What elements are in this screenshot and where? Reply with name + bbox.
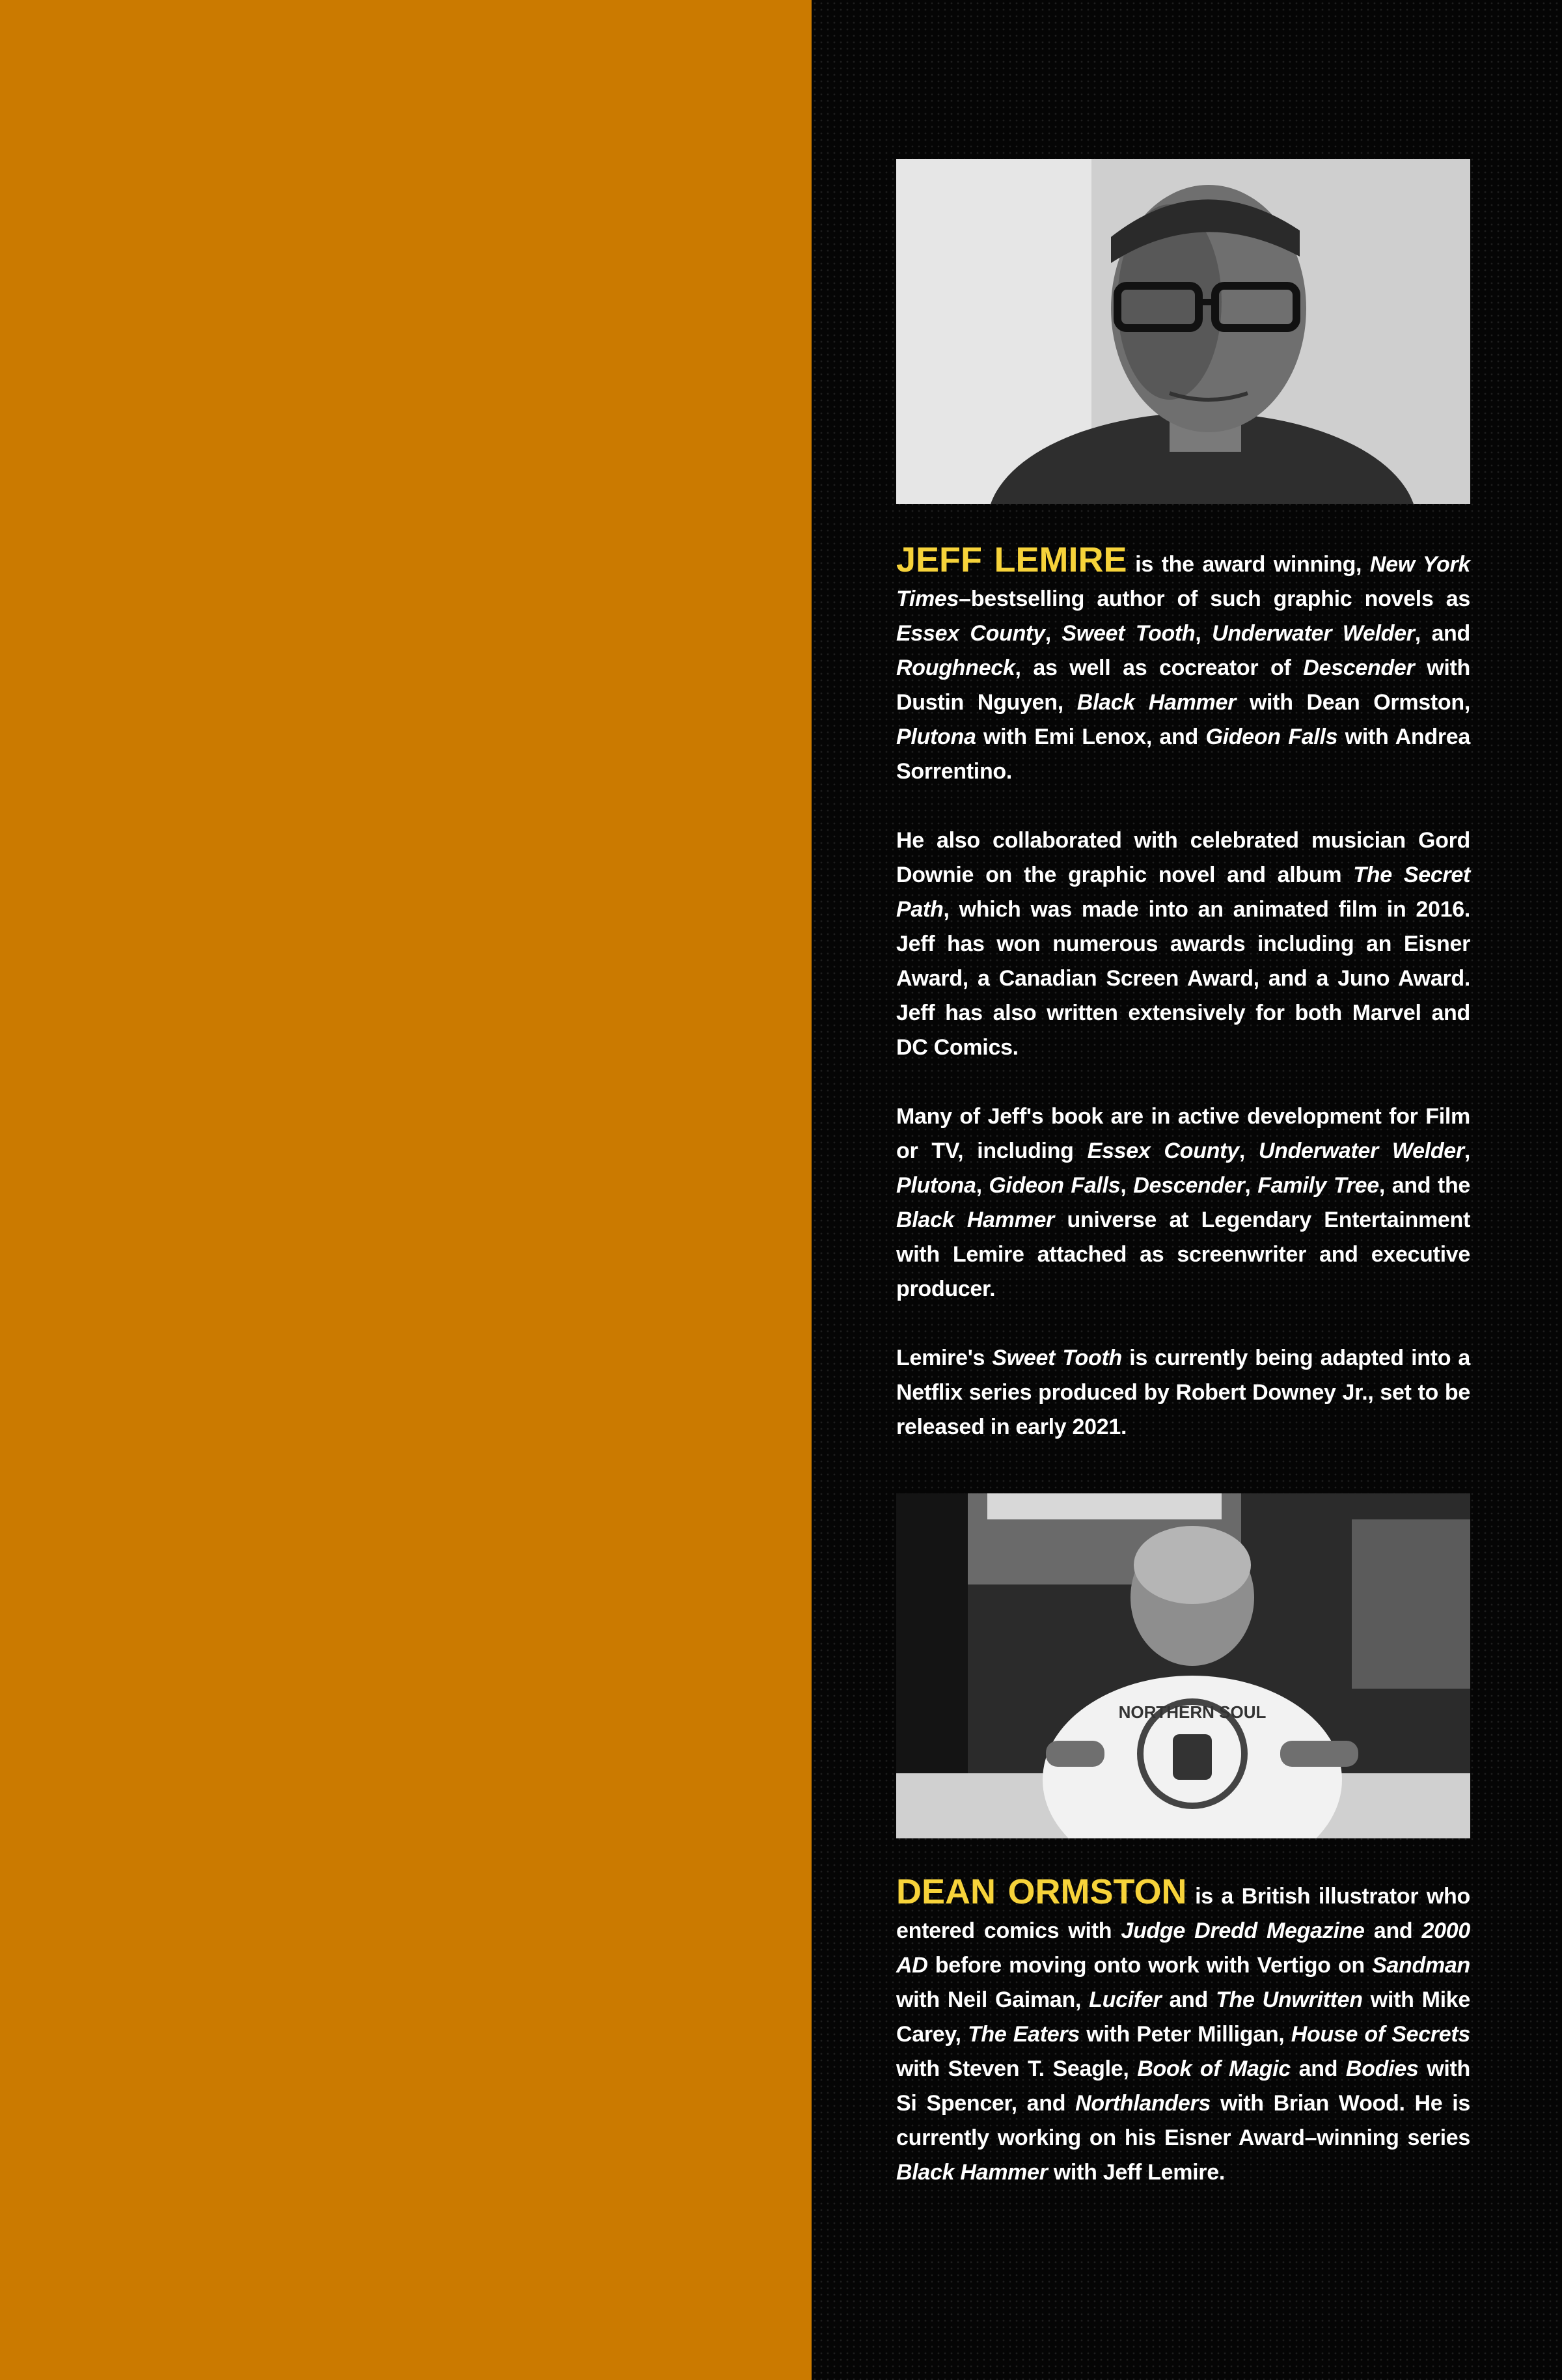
bio-text: with Dean Ormston, <box>1236 690 1471 715</box>
bio-text: with Emi Lenox, and <box>976 725 1206 749</box>
bio-text: , <box>1239 1139 1259 1163</box>
italic-title-text: Judge Dredd Megazine <box>1121 1918 1365 1943</box>
dean-ormston-bio <box>896 1872 1471 2190</box>
dean-ormston-photo <box>896 1493 1470 1838</box>
italic-title-text: Underwater Welder <box>1212 621 1415 646</box>
italic-title-text: Lucifer <box>1089 1987 1162 2012</box>
bio-text: is a British illustrator who entered comics with <box>896 1884 1470 1943</box>
bio-text: and <box>1364 1918 1422 1943</box>
bio-text: , <box>1120 1173 1134 1198</box>
italic-title-text: Plutona <box>896 725 976 749</box>
bio-text: Many of Jeff's book are in active development for Film or TV, including <box>896 1104 1470 1163</box>
bio-text: , and <box>1414 621 1470 646</box>
bio-text: , as well as cocreator of <box>1015 656 1304 680</box>
dean-bio-paragraph <box>896 1872 1471 2190</box>
bio-text: with Peter Milligan, <box>1079 2022 1291 2047</box>
italic-title-text: Book of Magic <box>1137 2056 1291 2081</box>
bio-text: with Si Spencer, and <box>896 2056 1470 2116</box>
bio-text: universe at Legendary Entertainment with Lemire attached as screenwriter and executive producer. <box>896 1208 1470 1301</box>
italic-title-text: Family Tree <box>1257 1173 1379 1198</box>
bio-text: with Andrea Sorrentino. <box>896 725 1471 784</box>
bio-text: and <box>1161 1987 1216 2012</box>
italic-title-text: Descender <box>1133 1173 1245 1198</box>
bio-text: , and the <box>1378 1173 1471 1198</box>
bio-text: , <box>1045 621 1062 646</box>
jeff-bio-paragraph <box>896 1341 1470 1445</box>
bio-text: –bestselling author of such graphic novels as <box>959 587 1470 611</box>
dean-ormston-name: DEAN ORMSTON <box>896 1872 1187 1911</box>
jeff-lemire-photo <box>896 159 1470 504</box>
italic-title-text: Northlanders <box>1075 2091 1211 2116</box>
italic-title-text: Essex County <box>896 621 1045 646</box>
italic-title-text: Roughneck <box>896 656 1015 680</box>
jeff-bio-paragraph <box>896 823 1470 1065</box>
italic-title-text: Essex County <box>1087 1139 1239 1163</box>
bio-text: with Brian Wood. He is currently working on his Eisner Award–winning series <box>896 2091 1470 2150</box>
bio-text: Lemire's <box>896 1346 993 1370</box>
italic-title-text: New York Times <box>896 552 1471 611</box>
bio-text: , <box>1464 1139 1470 1163</box>
bio-text: is the award winning, <box>1127 552 1370 577</box>
italic-title-text: The Unwritten <box>1216 1987 1363 2012</box>
bio-text: , which was made into an animated film in 2016. Jeff has won numerous awards including an Eisner Award, a Canadian Screen Award, and a Juno Award. Jeff has also written extensively for both Marvel and DC Comics. <box>896 897 1470 1060</box>
bio-text: , <box>1195 621 1213 646</box>
jeff-portrait-illustration <box>896 159 1470 504</box>
bio-text: before moving onto work with Vertigo on <box>927 1953 1373 1978</box>
jeff-bio-paragraph <box>896 1100 1470 1307</box>
italic-title-text: Gideon Falls <box>989 1173 1121 1198</box>
jeff-bio-paragraph <box>896 540 1471 789</box>
italic-title-text: Gideon Falls <box>1205 725 1338 749</box>
bio-text: with Jeff Lemire. <box>1047 2160 1225 2185</box>
jeff-lemire-name: JEFF LEMIRE <box>896 540 1127 579</box>
italic-title-text: Sweet Tooth <box>992 1346 1122 1370</box>
jeff-lemire-bio <box>896 540 1471 1445</box>
italic-title-text: Sandman <box>1372 1953 1470 1978</box>
italic-title-text: Black Hammer <box>1076 690 1237 715</box>
bio-text: , <box>1244 1173 1258 1198</box>
bio-text: with Dustin Nguyen, <box>896 656 1470 715</box>
italic-title-text: Sweet Tooth <box>1062 621 1196 646</box>
shirt-text: NORTHERN SOUL <box>1118 1702 1267 1722</box>
italic-title-text: The Secret Path <box>896 863 1471 922</box>
italic-title-text: Black Hammer <box>896 1208 1054 1232</box>
bio-text: , <box>976 1173 989 1198</box>
dean-portrait-illustration <box>896 1493 1470 1838</box>
italic-title-text: 2000 AD <box>896 1918 1470 1978</box>
italic-title-text: Black Hammer <box>896 2160 1048 2185</box>
italic-title-text: The Eaters <box>967 2022 1080 2047</box>
italic-title-text: Plutona <box>896 1173 976 1198</box>
italic-title-text: Underwater Welder <box>1258 1139 1464 1163</box>
italic-title-text: Bodies <box>1345 2056 1419 2081</box>
bio-text: is currently being adapted into a Netflix series produced by Robert Downey Jr., set to be released in early 2021. <box>896 1346 1471 1439</box>
italic-title-text: House of Secrets <box>1291 2022 1470 2047</box>
bio-text: with Steven T. Seagle, <box>896 2056 1138 2081</box>
bio-text: and <box>1290 2056 1346 2081</box>
bio-text: with Neil Gaiman, <box>896 1987 1089 2012</box>
italic-title-text: Descender <box>1303 656 1415 680</box>
bio-text: He also collaborated with celebrated musician Gord Downie on the graphic novel and album <box>896 828 1470 887</box>
bio-text: with Mike Carey, <box>896 1987 1471 2047</box>
